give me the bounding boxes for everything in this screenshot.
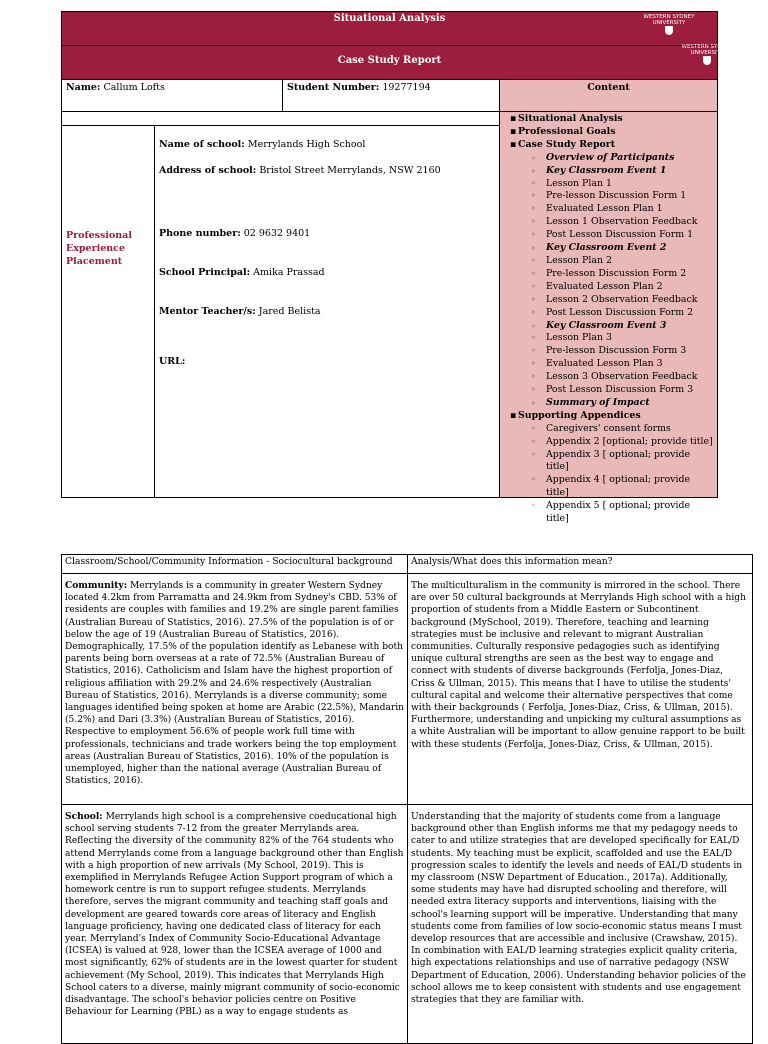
toc-item: ◦ Lesson Plan 3 <box>510 332 713 345</box>
toc-item: ◦ Caregivers' consent forms <box>510 423 713 436</box>
toc-item: ◦ Lesson 3 Observation Feedback <box>510 371 713 384</box>
principal-line: School Principal: Amika Prassad <box>159 267 325 278</box>
toc-item: ◦ Pre-lesson Discussion Form 1 <box>510 190 713 203</box>
info-column-heading: Classroom/School/Community Information - Sociocultural background <box>65 556 393 567</box>
url-line: URL: <box>159 356 186 367</box>
student-number-cell: Student Number: 19277194 <box>282 79 500 112</box>
toc-item: ◦ Evaluated Lesson Plan 3 <box>510 358 713 371</box>
school-analysis: Understanding that the majority of students come from a language background other than English informs me that my pedagogy needs to cater to and utilize strategies that are developed specifically for EAL/D students. My teaching must be explicit, scaffolded and use the EAL/D progression scales to identify the levels and needs of EAL/D students in my classroom (NSW Department of Education., 2017a). Additionally, some students may have had disrupted schooling and therefore, will needed extra literacy supports and interventions, liaising with the school's learning support will be imperative. Understanding that many students come from families of low socio-economic status means I must develop resources that are accessible and inclusive (Crawshaw, 2015). In combination with EAL/D learning strategies explicit quality criteria, high expectations relationships and use of narrative pedagogy (NSW Department of Education, 2006). Understanding behavior policies of the school allows me to keep consistent with students and use engagement strategies that they are familiar with. <box>411 812 746 1006</box>
shield-icon <box>703 56 711 65</box>
school-name: Merrylands High School <box>247 139 366 150</box>
toc-item: ◦ Lesson 1 Observation Feedback <box>510 216 713 229</box>
content-list-cell <box>499 111 718 525</box>
toc-item: ◦ Lesson Plan 2 <box>510 255 713 268</box>
toc-item: ◦ Overview of Participants <box>510 152 713 165</box>
toc-item: ◦ Appendix 5 [ optional; provide title] <box>510 500 713 526</box>
toc-item: ◦ Appendix 4 [ optional; provide title] <box>510 474 713 500</box>
mentor-line: Mentor Teacher/s: Jared Belista <box>159 306 321 317</box>
toc-item: ◦ Post Lesson Discussion Form 3 <box>510 384 713 397</box>
placement-label-cell <box>61 125 155 498</box>
toc-item: ▪ Professional Goals <box>510 126 713 139</box>
content-heading: Content <box>587 82 630 93</box>
analysis-column-heading: Analysis/What does this information mean? <box>411 556 613 567</box>
toc-item: ▪ Supporting Appendices <box>510 410 713 423</box>
page-title: Situational Analysis <box>333 13 446 24</box>
header-subtitle-bar <box>61 45 718 80</box>
student-number: 19277194 <box>382 82 431 93</box>
toc-item: ◦ Pre-lesson Discussion Form 3 <box>510 345 713 358</box>
community-text: Merrylands is a community in greater Western Sydney located 4.2km from Parramatta and 24.9km from Sydney's CBD. 53% of residents are couples with families and 19.2% are single parent families (Australian Bureau of Statistics, 2016). 27.5% of the population is of or below the age of 19 (Australian Bureau of Statistics, 2016). Demographically, 17.5% of the population identify as Lebanese with both parents being born overseas at a rate of 72.5% (Australian Bureau of Statistics, 2016). Catholicism and Islam have the highest proportion of religious affiliation with 29.2% and 24.6% respectively (Australian Bureau of Statistics, 2016). Merrylands is a diverse community; some languages identified being spoken at home are Arabic (22.5%), Mandarin (5.2%) and Dari (3.3%) (Australian Bureau of Statistics, 2016). Respective to employment 56.6% of people work full time with professionals, technicians and trade workers being the top employment areas (Australian Bureau of Statistics, 2016). 10% of the population is unemployed, higher than the national average (Australian Bureau of Statistics, 2016). <box>65 581 405 787</box>
community-analysis: The multiculturalism in the community is mirrored in the school. There are over 50 cultural backgrounds at Merrylands High school with a high proportion of students from a Middle Eastern or Subcontinent background (MySchool, 2019). Therefore, teaching and learning strategies must be inclusive and relevant to migrant Australian communities. Culturally responsive pedagogies such as identifying unique cultural strengths are seen as the best way to engage and connect with students of diverse backgrounds (Ferfolja, Jones-Diaz, Criss & Ullman, 2015). This means that I have to utilise the students' cultural capital and welcome their alternative perspectives that come with their backgrounds ( Ferfolja, Jones-Diaz, Criss, & Ullman, 2015). Furthermore, understanding and unpicking my cultural assumptions as a white Australian will be important to allow genuine rapport to be built with these students (Ferfolja, Jones-Diaz, Criss, & Ullman, 2015). <box>411 581 746 750</box>
page-subtitle: Case Study Report <box>337 55 442 66</box>
toc-item: ◦ Lesson 2 Observation Feedback <box>510 294 713 307</box>
toc-item: ◦ Pre-lesson Discussion Form 2 <box>510 268 713 281</box>
header-title-bar <box>61 11 718 46</box>
toc-item: ◦ Summary of Impact <box>510 397 713 410</box>
info-header-cell <box>61 554 408 574</box>
toc-item: ◦ Key Classroom Event 1 <box>510 165 713 178</box>
toc-item: ◦ Evaluated Lesson Plan 1 <box>510 203 713 216</box>
placement-details-cell <box>154 125 500 498</box>
table-of-contents <box>510 113 713 526</box>
toc-item: ◦ Evaluated Lesson Plan 2 <box>510 281 713 294</box>
toc-item: ◦ Lesson Plan 1 <box>510 178 713 191</box>
toc-item: ◦ Key Classroom Event 3 <box>510 320 713 333</box>
school-name-line: Name of school: Merrylands High School <box>159 139 366 150</box>
student-name-cell: Name: Callum Lofts <box>61 79 283 112</box>
student-name: Callum Lofts <box>103 82 165 93</box>
toc-item: ◦ Key Classroom Event 2 <box>510 242 713 255</box>
university-logo-secondary: WESTERN SYDNEY UNIVERSITY <box>676 44 738 67</box>
school-address-line: Address of school: Bristol Street Merrylands, NSW 2160 <box>159 165 441 176</box>
school-analysis-cell <box>407 804 753 1044</box>
analysis-header-cell <box>407 554 753 574</box>
toc-item: ▪ Situational Analysis <box>510 113 713 126</box>
toc-item: ◦ Post Lesson Discussion Form 1 <box>510 229 713 242</box>
toc-item: ◦ Appendix 2 [optional; provide title] <box>510 436 713 449</box>
content-header-cell <box>499 79 718 112</box>
university-logo: WESTERN SYDNEY UNIVERSITY <box>638 14 700 37</box>
school-address: Bristol Street Merrylands, NSW 2160 <box>259 165 441 176</box>
spacer-row <box>61 111 500 126</box>
toc-item: ▪ Case Study Report <box>510 139 713 152</box>
school-info-cell: School: Merrylands high school is a comprehensive coeducational high school serving students 7-12 from the greater Merrylands area. Reflecting the diversity of the community 82% of the 764 students who attend Merrylands come from a language background other than English with a high proportion of new arrivals (My School, 2019). This is exemplified in Merrylands Refugee Action Support program of which a homework centre is run to support refugee students. Merrylands therefore, serves the migrant community and teaching staff goals and development are geared towards core areas of literacy and English language proficiency, having one dedicated class of literacy for each year. Merryland's Index of Community Socio-Educational Advantage (ICSEA) is valued at 928, lower than the ICSEA average of 1000 and most significantly, 62% of students are in the lowest quarter for student achievement (My School, 2019). This indicates that Merrylands High School caters to a diverse, mainly migrant community of socio-economic disadvantage. The school's behavior policies centre on Positive Behaviour for Learning (PBL) as a way to engage students as <box>61 804 408 1044</box>
school-text: Merrylands high school is a comprehensive coeducational high school serving students 7-12 from the greater Merrylands area. Reflecting the diversity of the community 82% of the 764 students who attend Merrylands come from a language background other than English with a high proportion of new arrivals (My School, 2019). This is exemplified in Merrylands Refugee Action Support program of which a homework centre is run to support refugee students. Merrylands therefore, serves the migrant community and teaching staff goals and development are geared towards core areas of literacy and English language proficiency, having one dedicated class of literacy for each year. Merryland's Index of Community Socio-Educational Advantage (ICSEA) is valued at 928, lower than the ICSEA average of 1000 and most significantly, 62% of students are in the lowest quarter for student achievement (My School, 2019). This indicates that Merrylands High School caters to a diverse, mainly migrant community of socio-economic disadvantage. The school's behavior policies centre on Positive Behaviour for Learning (PBL) as a way to engage students as <box>65 812 404 1018</box>
placement-label: Professional Experience Placement <box>66 230 132 267</box>
community-analysis-cell <box>407 573 753 805</box>
toc-item: ◦ Post Lesson Discussion Form 2 <box>510 307 713 320</box>
phone-number: 02 9632 9401 <box>243 228 311 239</box>
phone-line: Phone number: 02 9632 9401 <box>159 228 311 239</box>
community-info-cell: Community: Merrylands is a community in greater Western Sydney located 4.2km from Parramatta and 24.9km from Sydney's CBD. 53% of residents are couples with families and 19.2% are single parent families (Australian Bureau of Statistics, 2016). 27.5% of the population is of or below the age of 19 (Australian Bureau of Statistics, 2016). Demographically, 17.5% of the population identify as Lebanese with both parents being born overseas at a rate of 72.5% (Australian Bureau of Statistics, 2016). Catholicism and Islam have the highest proportion of religious affiliation with 29.2% and 24.6% respectively (Australian Bureau of Statistics, 2016). Merrylands is a diverse community; some languages identified being spoken at home are Arabic (22.5%), Mandarin (5.2%) and Dari (3.3%) (Australian Bureau of Statistics, 2016). Respective to employment 56.6% of people work full time with professionals, technicians and trade workers being the top employment areas (Australian Bureau of Statistics, 2016). 10% of the population is unemployed, higher than the national average (Australian Bureau of Statistics, 2016). <box>61 573 408 805</box>
mentor-name: Jared Belista <box>258 306 321 317</box>
shield-icon <box>665 26 673 35</box>
principal-name: Amika Prassad <box>253 267 325 278</box>
toc-item: ◦ Appendix 3 [ optional; provide title] <box>510 449 713 475</box>
